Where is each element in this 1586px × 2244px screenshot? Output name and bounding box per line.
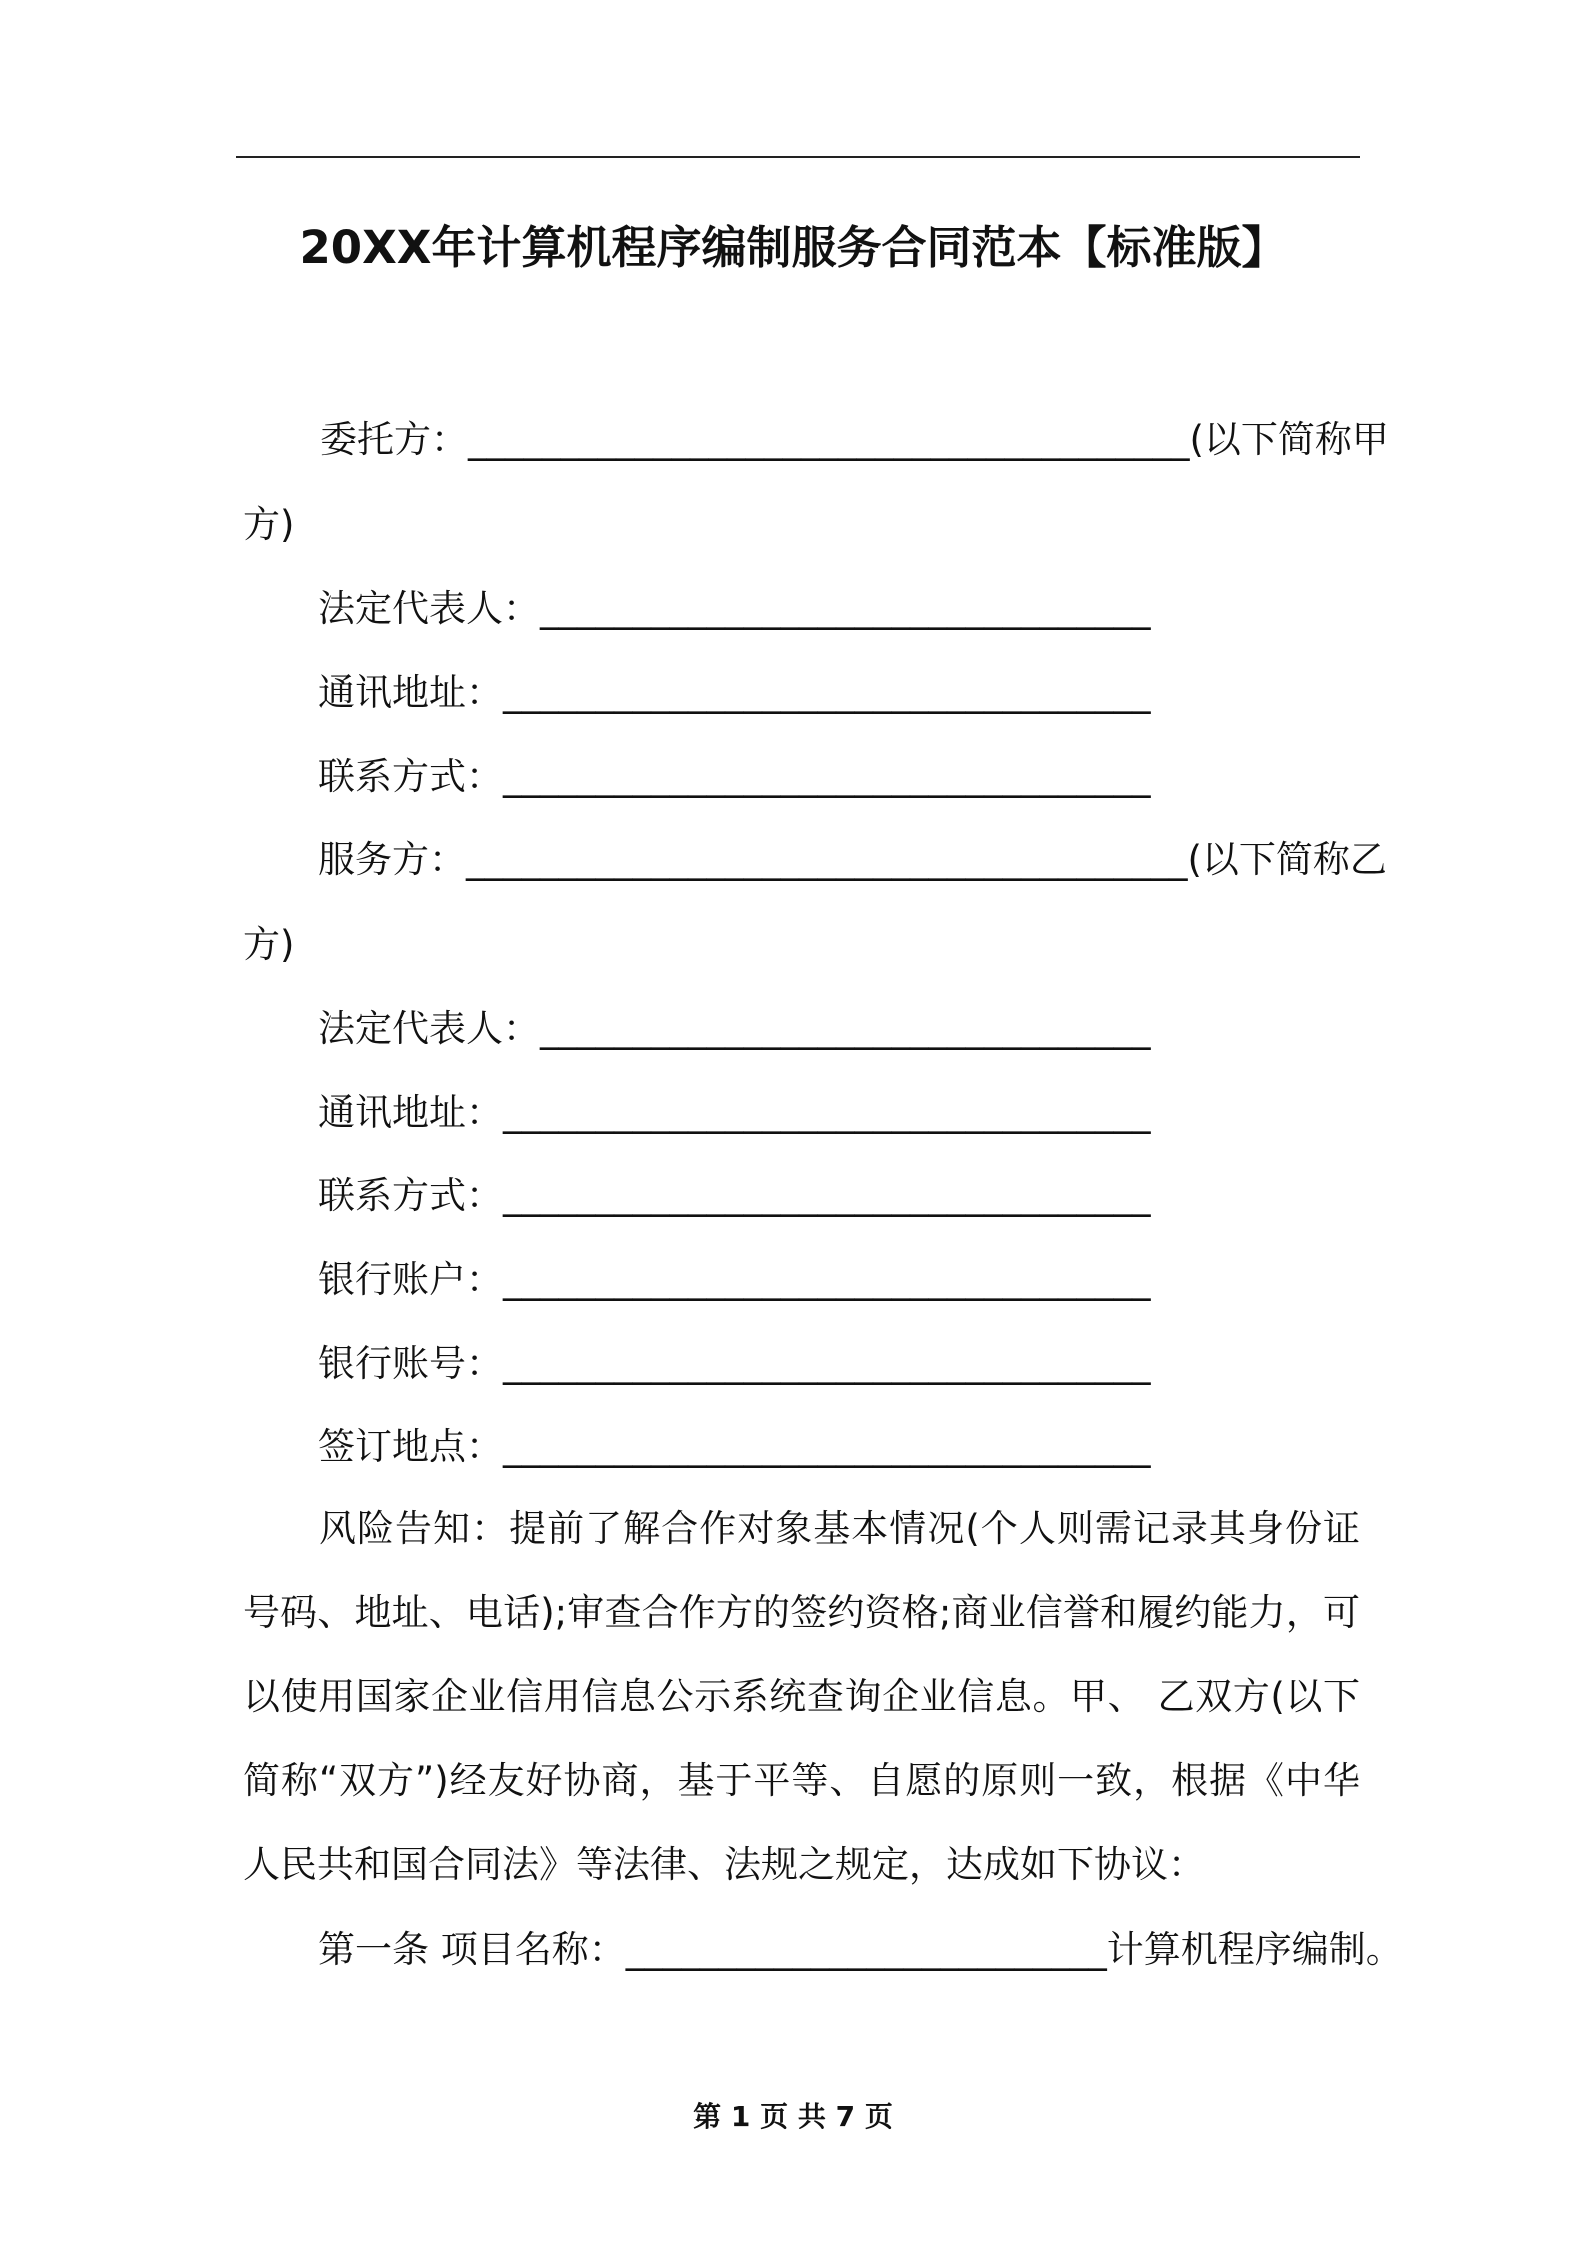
provider-legal-rep: 法定代表人：_________________________________ xyxy=(318,1007,1151,1050)
client-legal-rep: 法定代表人：_________________________________ xyxy=(318,587,1151,630)
page-footer: 第 1 页 共 7 页 xyxy=(693,2100,893,2133)
provider-line: 服务方：_______________________________________(以下简称乙 xyxy=(318,838,1387,881)
provider-contact: 联系方式：___________________________________ xyxy=(318,1174,1151,1217)
client-address: 通讯地址：___________________________________ xyxy=(318,671,1151,714)
provider-bank-account-name: 银行账户：___________________________________ xyxy=(318,1258,1151,1301)
provider-address: 通讯地址：___________________________________ xyxy=(318,1091,1151,1134)
client-contact: 联系方式：___________________________________ xyxy=(318,755,1151,798)
article-1-project-name: 第一条 项目名称：__________________________计算机程序编制。 xyxy=(318,1928,1403,1971)
provider-bank-account-number: 银行账号：___________________________________ xyxy=(318,1342,1151,1385)
risk-notice-paragraph: 风险告知：提前了解合作对象基本情况(个人则需记录其身份证号码、地址、电话);审查合作方的签约资格;商业信誉和履约能力，可以使用国家企业信用信息公示系统查询企业信息。甲、 乙双方(以下简称“双方”)经友好协商，基于平等、自愿的原则一致，根据《中华人民共和国合同法》等法律、法规之规定，达成如下协议： xyxy=(243,1507,1360,1886)
client-line-continued: 方) xyxy=(243,503,295,546)
document-title: 20XX年计算机程序编制服务合同范本【标准版】 xyxy=(299,221,1287,274)
provider-line-continued: 方) xyxy=(243,923,295,966)
signing-place: 签订地点：___________________________________ xyxy=(318,1425,1151,1468)
header-rule xyxy=(236,156,1360,158)
client-line: 委托方：_______________________________________(以下简称甲 xyxy=(320,418,1389,461)
